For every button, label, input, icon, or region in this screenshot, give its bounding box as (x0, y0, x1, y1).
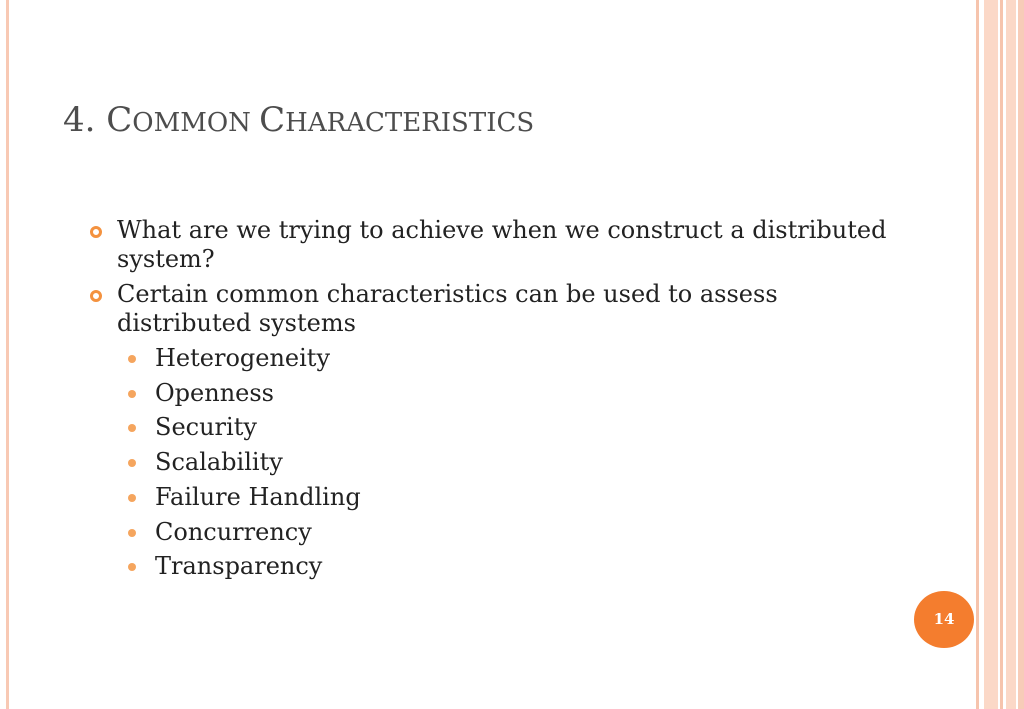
stripe (976, 0, 979, 709)
ring-bullet-icon (90, 290, 102, 302)
sub-bullet-item (88, 376, 908, 411)
sub-bullet-item (88, 515, 908, 550)
stripe (1000, 0, 1003, 709)
dot-bullet-icon (128, 355, 136, 363)
title-part: C (259, 100, 286, 140)
stripe (1006, 0, 1016, 709)
sub-bullet-item (88, 480, 908, 515)
bullet-text: Certain common characteristics can be used to assess distributed systems (117, 280, 778, 337)
page-number: 14 (933, 610, 955, 628)
stripe (1018, 0, 1024, 709)
page-number-badge (914, 591, 974, 648)
sub-bullet-item (88, 410, 908, 445)
sub-bullet-text: Failure Handling (155, 482, 361, 511)
sub-bullet-text: Transparency (155, 552, 323, 581)
sub-bullet-item (88, 341, 908, 376)
sub-bullet-text: Scalability (155, 448, 283, 477)
sub-bullet-text: Concurrency (155, 517, 312, 546)
right-decorative-stripes (976, 0, 1024, 709)
bullet-item (88, 280, 908, 338)
title-part: HARACTERISTICS (285, 108, 535, 138)
ring-bullet-icon (90, 226, 102, 238)
sub-bullet-text: Openness (155, 378, 274, 407)
title-part: 4. C (63, 100, 133, 140)
dot-bullet-icon (128, 529, 136, 537)
dot-bullet-icon (128, 459, 136, 467)
sub-bullet-text: Security (155, 413, 257, 442)
slide-title (63, 100, 534, 143)
title-part: OMMON (132, 108, 260, 138)
sub-bullet-item (88, 549, 908, 584)
sub-bullet-list (88, 341, 908, 584)
dot-bullet-icon (128, 424, 136, 432)
slide-body (88, 216, 908, 584)
dot-bullet-icon (128, 494, 136, 502)
dot-bullet-icon (128, 390, 136, 398)
dot-bullet-icon (128, 563, 136, 571)
sub-bullet-item (88, 445, 908, 480)
stripe (984, 0, 998, 709)
bullet-text: What are we trying to achieve when we construct a distributed system? (117, 216, 887, 273)
left-border-rule (6, 0, 9, 709)
sub-bullet-text: Heterogeneity (155, 344, 331, 372)
bullet-item (88, 216, 908, 274)
